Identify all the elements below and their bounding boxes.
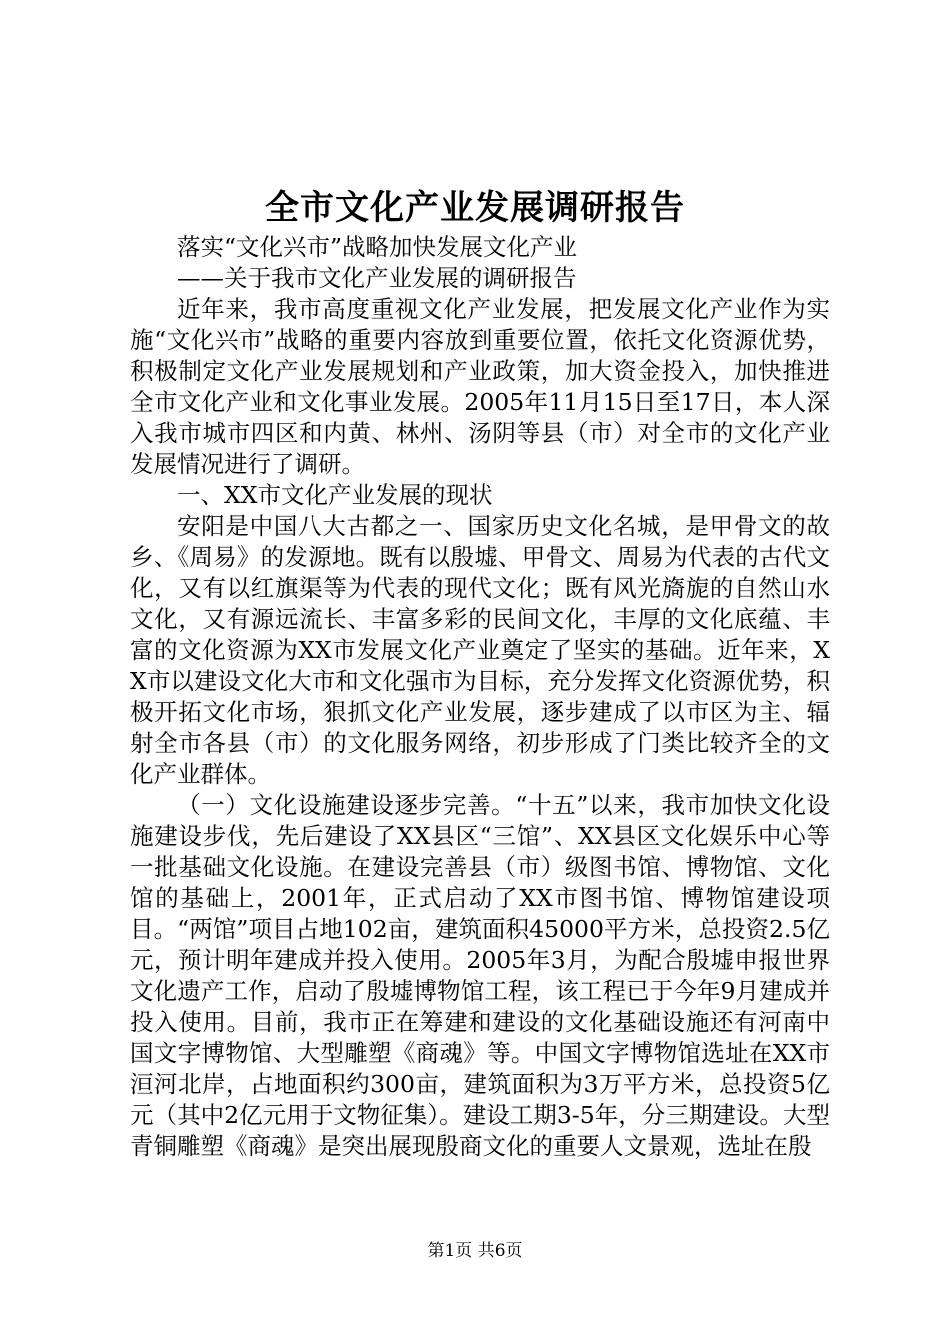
document-body — [130, 232, 830, 1162]
document-title: 全市文化产业发展调研报告 — [265, 188, 685, 228]
body-paragraph: 近年来，我市高度重视文化产业发展，把发展文化产业作为实施“文化兴市”战略的重要内容放到重要位置，依托文化资源优势，积极制定文化产业发展规划和产业政策，加大资金投入，加快推进全市文化产业和文化事业发展。2005年11月15日至17日，本人深入我市城市四区和内黄、林州、汤阴等县（市）对全市的文化产业发展情况进行了调研。 — [130, 295, 830, 478]
body-paragraph: 安阳是中国八大古都之一、国家历史文化名城，是甲骨文的故乡、《周易》的发源地。既有以殷墟、甲骨文、周易为代表的古代文化，又有以红旗渠等为代表的现代文化；既有风光旖旎的自然山水文化，又有源远流长、丰富多彩的民间文化，丰厚的文化底蕴、丰富的文化资源为XX市发展文化产业奠定了坚实的基础。近年来，XX市以建设文化大市和文化强市为目标，充分发挥文化资源优势，积极开拓文化市场，狠抓文化产业发展，逐步建成了以市区为主、辐射全市各县（市）的文化服务网络，初步形成了门类比较齐全的文化产业群体。 — [130, 512, 830, 788]
body-paragraph: （一）文化设施建设逐步完善。“十五”以来，我市加快文化设施建设步伐，先后建设了XX县区“三馆”、XX县区文化娱乐中心等一批基础文化设施。在建设完善县（市）级图书馆、博物馆、文化馆的基础上，2001年，正式启动了XX市图书馆、博物馆建设项目。“两馆”项目占地102亩，建筑面积45000平方米，总投资2.5亿元，预计明年建成并投入使用。2005年3月，为配合殷墟申报世界文化遗产工作，启动了殷墟博物馆工程，该工程已于今年9月建成并投入使用。目前，我市正在筹建和建设的文化基础设施还有河南中国文字博物馆、大型雕塑《商魂》等。中国文字博物馆选址在XX市洹河北岸，占地面积约300亩，建筑面积为3万平方米，总投资5亿元（其中2亿元用于文物征集）。建设工期3-5年，分三期建设。大型青铜雕塑《商魂》是突出展现殷商文化的重要人文景观，选址在殷 — [130, 791, 830, 1160]
subtitle-line: 落实“文化兴市”战略加快发展文化产业 — [177, 233, 578, 261]
subtitle-line: ——关于我市文化产业发展的调研报告 — [177, 264, 577, 292]
section-heading: 一、XX市文化产业发展的现状 — [177, 481, 493, 509]
page-footer: 第1页 共6页 — [427, 1241, 523, 1261]
